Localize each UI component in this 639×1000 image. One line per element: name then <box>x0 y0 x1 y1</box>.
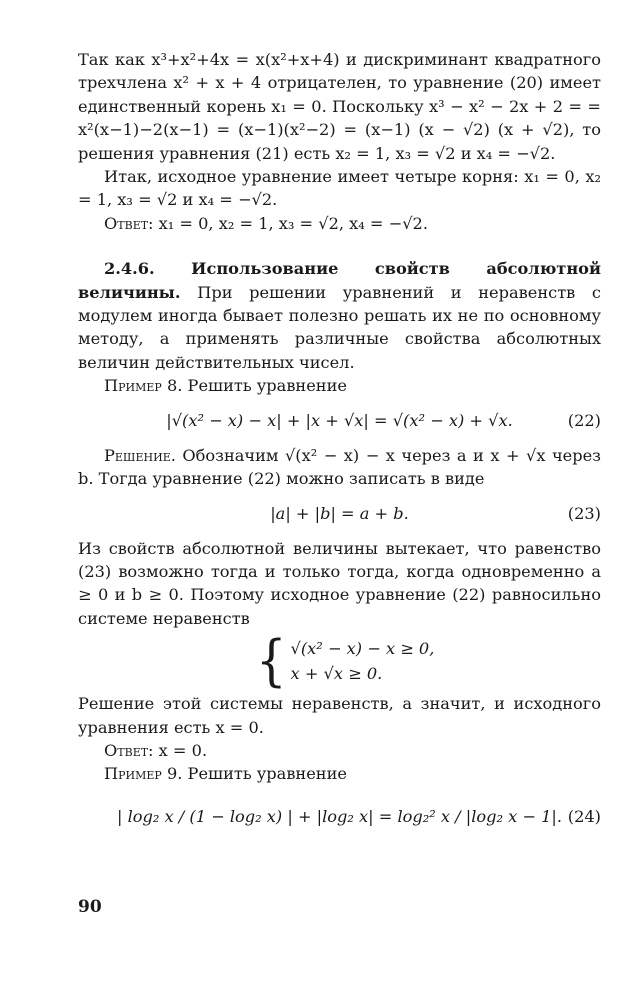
system-brace: { <box>256 628 287 694</box>
answer-2 <box>78 739 601 762</box>
equation-24-row <box>78 786 601 848</box>
answer-2-text: x = 0. <box>153 740 208 760</box>
example-8-text: Решить уравнение <box>182 376 347 396</box>
equation-23-row <box>78 491 601 537</box>
section-paragraph <box>78 257 601 374</box>
example-9-label: Пример 9. <box>104 764 183 784</box>
solution-text: Обозначим √(x² − x) − x через a и x + √x через b. Тогда уравнение (22) можно записать в виде <box>78 445 601 489</box>
solution-label: Решение. <box>104 445 176 465</box>
page-number: 90 <box>78 897 102 917</box>
answer-label: Ответ: <box>104 213 154 233</box>
equation-22-row <box>78 398 601 444</box>
example-8-label: Пример 8. <box>104 376 183 396</box>
equation-22: |√(x² − x) − x| + |x + √x| = √(x² − x) + √x. <box>166 410 513 430</box>
equation-23: |a| + |b| = a + b. <box>270 503 409 523</box>
paragraph-2: Итак, исходное уравнение имеет четыре корня: x₁ = 0, x₂ = 1, x₃ = √2 и x₄ = −√2. <box>78 167 601 210</box>
example-9-text: Решить уравнение <box>182 764 347 784</box>
equation-24: | log₂ x / (1 − log₂ x) | + |log₂ x| = log₂² x / |log₂ x − 1|. <box>116 806 563 826</box>
equation-22-number: (22) <box>567 410 601 430</box>
section-text: При решении уравнений и неравенств с модулем иногда бывает полезно решать их не по основному методу, а применять различные свойства абсолютных величин действительных чисел. <box>78 282 601 372</box>
example-8 <box>78 374 601 397</box>
answer-text: x₁ = 0, x₂ = 1, x₃ = √2, x₄ = −√2. <box>153 213 428 233</box>
example-9 <box>78 762 601 785</box>
paragraph-4: Из свойств абсолютной величины вытекает, что равенство (23) возможно тогда и только тогда, когда одновременно a ≥ 0 и b ≥ 0. Поэтому исходное уравнение (22) равносильно системе неравенств <box>78 538 601 628</box>
paragraph-1: Так как x³+x²+4x = x(x²+x+4) и дискриминант квадратного трехчлена x² + x + 4 отрицателен, то уравнение (20) имеет единственный корень x₁ = 0. Поскольку x³ − x² − 2x + 2 = = x²(x−1)−2(x−1) = (x−1)(x²−2) = (x−1) (x − √2) (x + √2), то решения уравнения (21) есть x₂ = 1, x₃ = √2 и x₄ = −√2. <box>78 50 601 163</box>
inequality-system <box>256 628 601 694</box>
answer-2-label: Ответ: <box>104 740 154 760</box>
system-line-2: x + √x ≥ 0. <box>290 664 383 684</box>
section-heading: 2.4.6. Использование свойств абсолютной величины. <box>78 259 601 302</box>
answer-1 <box>78 212 601 235</box>
equation-23-number: (23) <box>567 503 601 523</box>
solution-paragraph <box>78 444 601 491</box>
equation-24-number: (24) <box>567 806 601 826</box>
system-line-1: √(x² − x) − x ≥ 0, <box>290 639 435 659</box>
paragraph-5: Решение этой системы неравенств, а значит, и исходного уравнения есть x = 0. <box>78 694 601 737</box>
